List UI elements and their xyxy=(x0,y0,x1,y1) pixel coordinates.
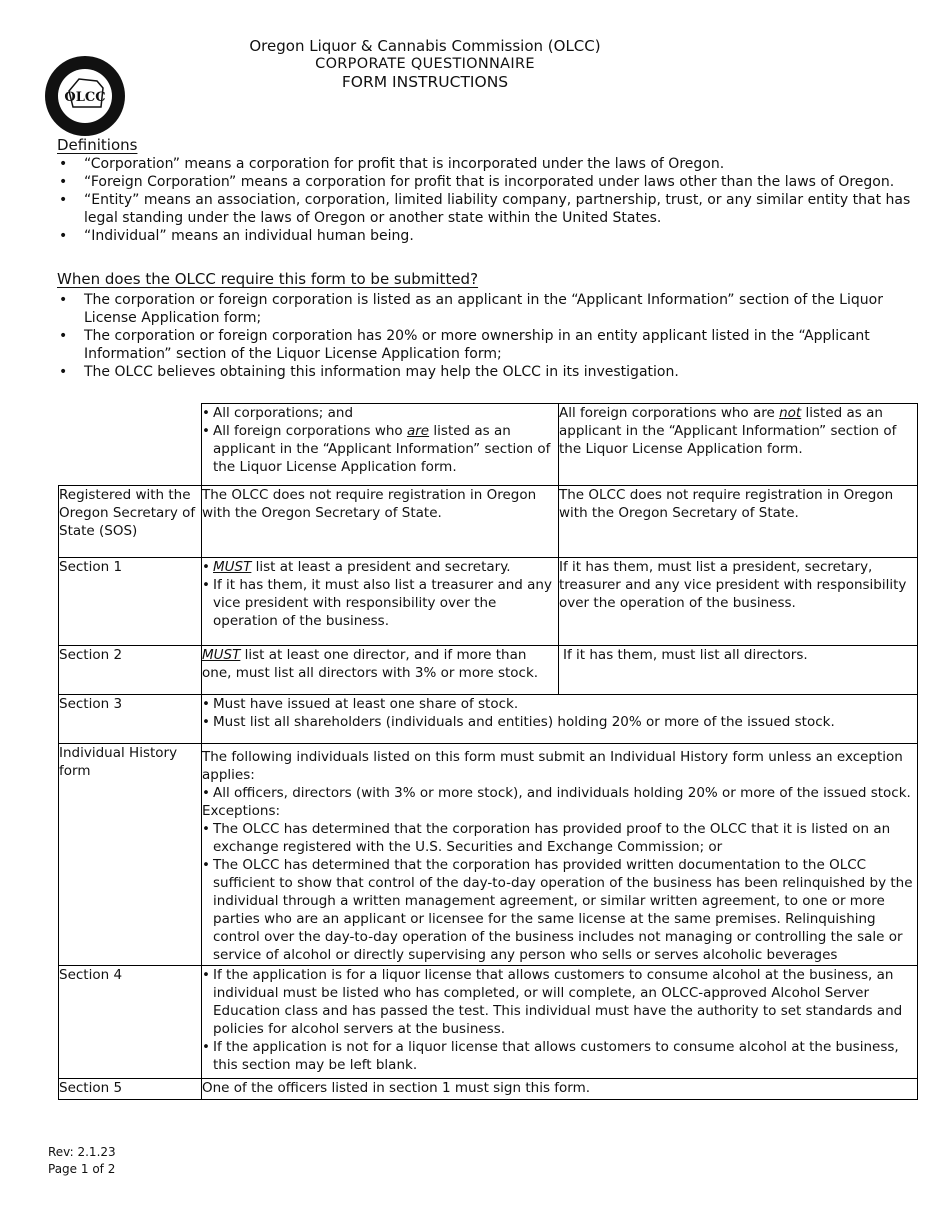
list-item: • The corporation or foreign corporation is listed as an applicant in the “Applicant Information” section of the Liquor License Application form; xyxy=(57,291,927,327)
table-row: Section 2 MUST list at least one director, and if more than one, must list all directors with 3% or more stock. If it has them, must list all directors. xyxy=(59,646,918,695)
table-row: Individual History form The following individuals listed on this form must submit an Individual History form unless an exception applies: • All officers, directors (with 3% or more stock), and individuals holding 20% or more of the issued stock. Exceptions: • The OLCC has determined that the corporation has provided proof to the OLCC that it is listed on an exchange registered with the U.S. Securities and Exchange Commission; or • The OLCC has determined that the corporation has provided written documentation to the OLCC sufficient to show that control of the day-to-day operation of the business has been relinquished by the individual through a written management agreement, or similar written agreement, to one or more parties who are an applicant or licensee for the same license at the same premises. Relinquishing control over the day-to-day operation of the business includes not managing or controlling the sale or service of alcohol or directly supervising any person who sells or serves alcoholic beverages xyxy=(59,744,918,966)
table-row: Registered with the Oregon Secretary of State (SOS) The OLCC does not require registration in Oregon with the Oregon Secretary of State. The OLCC does not require registration in Oregon with the Oregon Secretary of State. xyxy=(59,486,918,558)
table-row: Section 4 • If the application is for a liquor license that allows customers to consume alcohol at the business, an individual must be listed who has completed, or will complete, an OLCC-approved Alcohol Server Education class and has passed the test. This individual must have the authority to set standards and policies for alcohol servers at the business. • If the application is not for a liquor license that allows customers to consume alcohol at the business, this section may be left blank. xyxy=(59,966,918,1079)
list-item: • “Corporation” means a corporation for profit that is incorporated under the laws of Oregon. xyxy=(57,155,927,173)
olcc-logo xyxy=(39,55,129,137)
logo-center-text: OLCC xyxy=(64,90,106,105)
when-heading: When does the OLCC require this form to be submitted? xyxy=(57,270,479,288)
table-row: Section 5 One of the officers listed in section 1 must sign this form. xyxy=(59,1079,918,1100)
revision-label: Rev: 2.1.23 xyxy=(48,1145,116,1159)
row-label: Individual History form xyxy=(59,744,202,966)
definitions-heading: Definitions xyxy=(57,136,138,154)
form-subtitle: FORM INSTRUCTIONS xyxy=(341,73,509,91)
row-label: Section 5 xyxy=(59,1079,202,1100)
column-header-non-applicants: All foreign corporations who are not listed as an applicant in the “Applicant Information” section of the Liquor License Application form. xyxy=(559,404,918,486)
list-item: • “Entity” means an association, corporation, limited liability company, partnership, trust, or any similar entity that has legal standing under the laws of Oregon or another state within the United States. xyxy=(57,191,927,227)
table-row: Section 3 • Must have issued at least one share of stock. • Must list all shareholders (individuals and entities) holding 20% or more of the issued stock. xyxy=(59,695,918,744)
list-item: • “Individual” means an individual human being. xyxy=(57,227,927,245)
page-number: Page 1 of 2 xyxy=(48,1162,116,1176)
agency-name: Oregon Liquor & Cannabis Commission (OLCC) xyxy=(249,37,601,55)
list-item: • “Foreign Corporation” means a corporation for profit that is incorporated under laws other than the laws of Oregon. xyxy=(57,173,927,191)
row-label: Section 4 xyxy=(59,966,202,1079)
row-label: Section 1 xyxy=(59,558,202,646)
table-row: Section 1 • MUST list at least a president and secretary. • If it has them, it must also list a treasurer and any vice president with responsibility over the operation of the business. If it has them, must list a president, secretary, treasurer and any vice president with responsibility over the operation of the business. xyxy=(59,558,918,646)
row-label: Section 3 xyxy=(59,695,202,744)
definitions-list xyxy=(57,155,927,245)
row-label: Section 2 xyxy=(59,646,202,695)
when-list xyxy=(57,291,927,381)
row-label: Registered with the Oregon Secretary of State (SOS) xyxy=(59,486,202,558)
instructions-table xyxy=(58,403,918,1100)
table-row xyxy=(59,404,918,486)
list-item: • The corporation or foreign corporation has 20% or more ownership in an entity applicant listed in the “Applicant Information” section of the Liquor License Application form; xyxy=(57,327,927,363)
form-name: CORPORATE QUESTIONNAIRE xyxy=(315,56,535,72)
list-item: • The OLCC believes obtaining this information may help the OLCC in its investigation. xyxy=(57,363,927,381)
column-header-applicants: • All corporations; and • All foreign corporations who are listed as an applicant in the “Applicant Information” section of the Liquor License Application form. xyxy=(202,404,559,486)
